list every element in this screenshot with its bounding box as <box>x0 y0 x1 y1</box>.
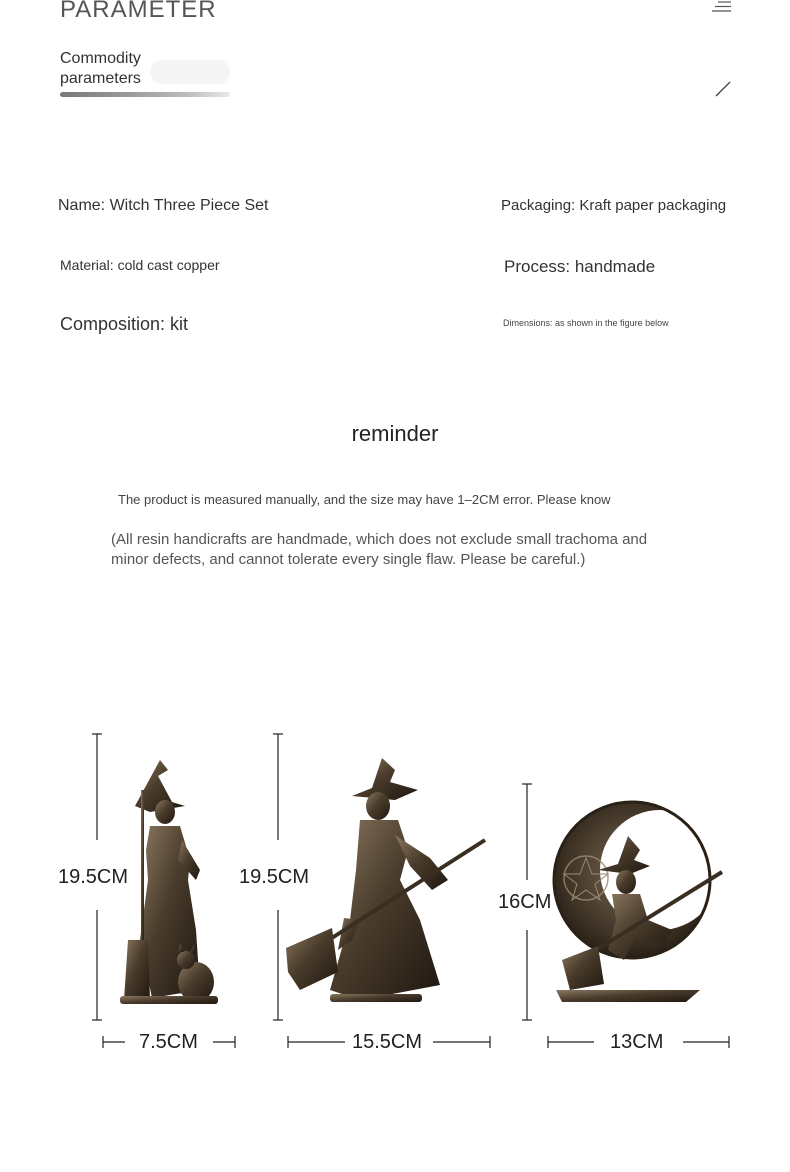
reminder-title: reminder <box>351 421 439 446</box>
reminder-text: The product is measured manually, and the size may have 1–2CM error. Please know <box>118 492 611 507</box>
standing-witch-figure <box>120 760 218 1004</box>
param-material: Material: cold cast copper <box>60 257 220 273</box>
page-title: PARAMETER <box>60 0 217 23</box>
figure-1-width-label: 7.5CM <box>139 1031 198 1053</box>
param-packaging: Packaging: Kraft paper packaging <box>501 197 727 214</box>
figure-3-width-label: 13CM <box>610 1031 664 1053</box>
section-label-line1: Commodity <box>60 50 141 67</box>
section-label-line2: parameters <box>60 70 141 87</box>
param-process: Process: handmade <box>504 257 656 276</box>
figure-1-height-label: 19.5CM <box>58 866 129 888</box>
figure-2-height-label: 19.5CM <box>239 866 310 888</box>
figure-2-width-label: 15.5CM <box>352 1031 423 1053</box>
param-name: Name: Witch Three Piece Set <box>58 197 269 214</box>
param-composition: Composition: kit <box>60 314 189 334</box>
reminder-note: (All resin handicrafts are handmade, which does not exclude small trachoma and minor defects, and cannot tolerate every single flaw. Please be careful.) <box>111 531 648 568</box>
moon-witch-figure <box>554 802 722 1002</box>
figure-3-height-label: 16CM <box>498 891 552 913</box>
param-dimensions: Dimensions: as shown in the figure below <box>503 318 669 328</box>
broom-witch-figure <box>286 758 485 1002</box>
